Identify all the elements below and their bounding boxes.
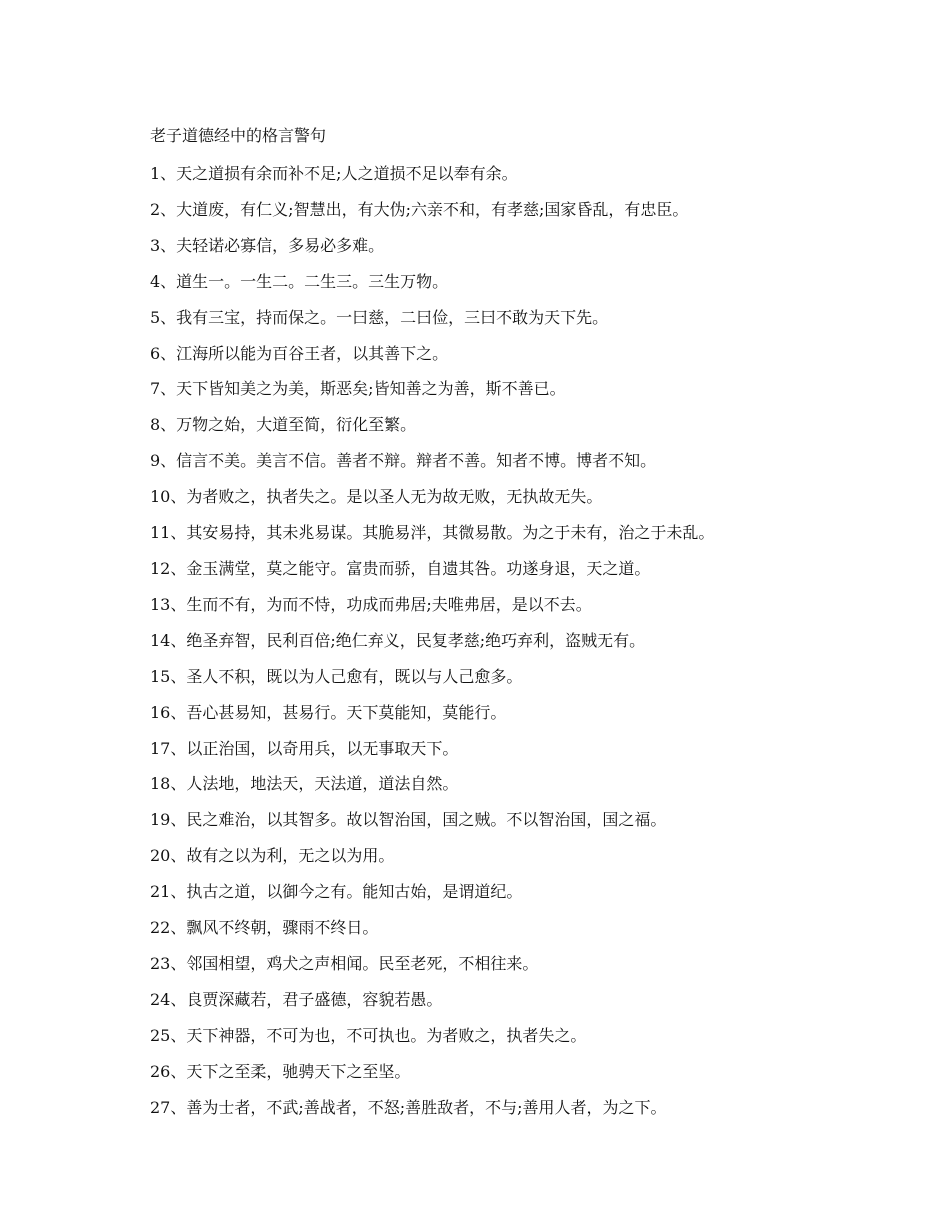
list-item: 5、我有三宝，持而保之。一曰慈，二曰俭，三曰不敢为天下先。 xyxy=(150,307,609,327)
list-item: 15、圣人不积，既以为人己愈有，既以与人己愈多。 xyxy=(150,666,523,686)
list-item: 26、天下之至柔，驰骋天下之至坚。 xyxy=(150,1061,411,1081)
list-item: 19、民之难治，以其智多。故以智治国，国之贼。不以智治国，国之福。 xyxy=(150,810,667,830)
list-item: 16、吾心甚易知，甚易行。天下莫能知，莫能行。 xyxy=(150,702,507,722)
list-item: 1、天之道损有余而补不足;人之道损不足以奉有余。 xyxy=(150,164,518,183)
page-title: 老子道德经中的格言警句 xyxy=(150,126,327,145)
list-item: 8、万物之始，大道至简，衍化至繁。 xyxy=(150,415,417,435)
maxim-list xyxy=(150,162,714,1131)
list-item: 2、大道废，有仁义;智慧出，有大伪;六亲不和，有孝慈;国家昏乱，有忠臣。 xyxy=(150,199,689,219)
list-item: 24、良贾深藏若，君子盛德，容貌若愚。 xyxy=(150,989,443,1009)
list-item: 3、夫轻诺必寡信，多易必多难。 xyxy=(150,235,385,255)
list-item: 13、生而不有，为而不恃，功成而弗居;夫唯弗居，是以不去。 xyxy=(150,594,592,614)
list-item: 7、天下皆知美之为美，斯恶矣;皆知善之为善，斯不善已。 xyxy=(150,379,566,399)
list-item: 21、执古之道，以御今之有。能知古始，是谓道纪。 xyxy=(150,882,523,902)
list-item: 20、故有之以为利，无之以为用。 xyxy=(150,846,395,866)
list-item: 11、其安易持，其未兆易谋。其脆易泮，其微易散。为之于未有，治之于未乱。 xyxy=(150,523,715,543)
list-item: 6、江海所以能为百谷王者，以其善下之。 xyxy=(150,343,449,363)
list-item: 25、天下神器，不可为也，不可执也。为者败之，执者失之。 xyxy=(150,1025,587,1045)
list-item: 14、绝圣弃智，民利百倍;绝仁弃义，民复孝慈;绝巧弃利，盗贼无有。 xyxy=(150,630,646,650)
list-item: 12、金玉满堂，莫之能守。富贵而骄，自遗其咎。功遂身退，天之道。 xyxy=(150,558,651,578)
list-item: 10、为者败之，执者失之。是以圣人无为故无败，无执故无失。 xyxy=(150,487,603,507)
list-item: 4、道生一。一生二。二生三。三生万物。 xyxy=(150,271,449,291)
list-item: 9、信言不美。美言不信。善者不辩。辩者不善。知者不博。博者不知。 xyxy=(150,451,657,471)
list-item: 27、善为士者，不武;善战者，不怒;善胜敌者，不与;善用人者，为之下。 xyxy=(150,1097,667,1117)
list-item: 18、人法地，地法天，天法道，道法自然。 xyxy=(150,774,459,794)
list-item: 23、邻国相望，鸡犬之声相闻。民至老死，不相往来。 xyxy=(150,953,539,973)
list-item: 17、以正治国，以奇用兵，以无事取天下。 xyxy=(150,738,459,758)
list-item: 22、飘风不终朝，骤雨不终日。 xyxy=(150,918,379,938)
